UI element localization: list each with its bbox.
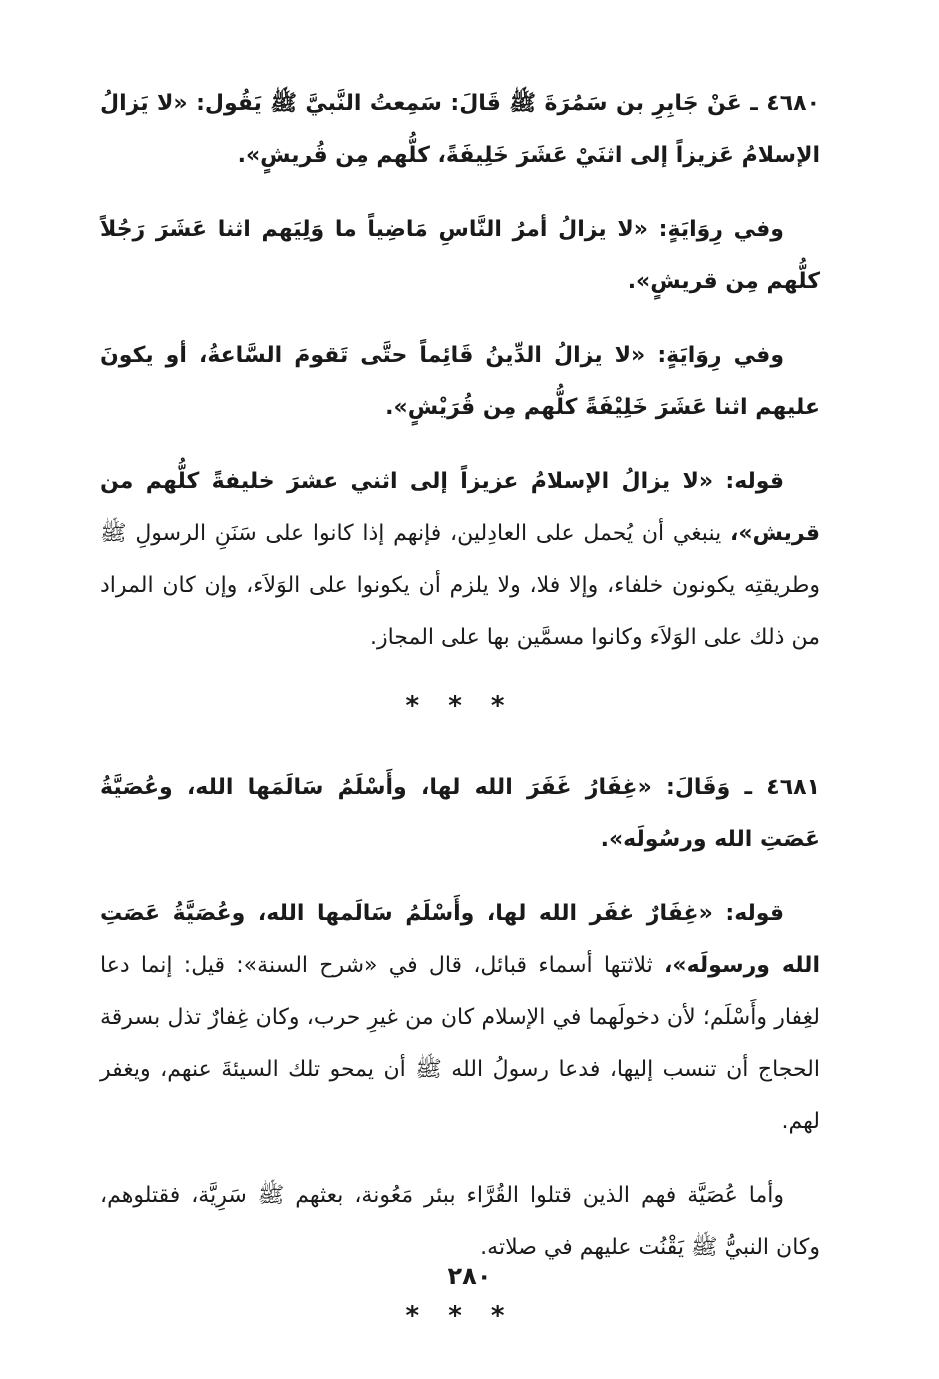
commentary-4681-usayya: وأما عُصَيَّة فهم الذين قتلوا القُرَّاء ببئر مَعُونة، بعثهم ﷺ سَرِيَّة، فقتلوهم، وكان النبيُّ ﷺ يَقْنُت عليهم في صلاته. bbox=[100, 1183, 820, 1260]
commentary-4681 bbox=[100, 888, 820, 1148]
page-number: ٢٨٠ bbox=[447, 1262, 492, 1290]
commentary-4680 bbox=[100, 456, 820, 664]
hadith-4680-variant-1: وفي رِوَايَةٍ: «لا يزالُ أمرُ النَّاسِ مَاضِياً ما وَلِيَهم اثنا عَشَرَ رَجُلاً كلُّهم مِن قريشٍ». bbox=[100, 217, 820, 294]
hadith-4681: ٤٦٨١ ـ وَقَالَ: «غِفَارُ غَفَرَ الله لها، وأَسْلَمُ سَالَمَها الله، وعُصَيَّةُ عَصَتِ الله ورسُولَه». bbox=[100, 775, 820, 852]
commentary-4680-text: ينبغي أن يُحمل على العادِلين، فإنهم إذا كانوا على سَنَنِ الرسولِ ﷺ وطريقتِه يكونون خلفاء، وإلا فلا، ولا يلزم أن يكونوا على الوَلاَء، وإن كان المراد من ذلك على الوَلاَء وكانوا مسمَّين بها على المجاز. bbox=[100, 521, 820, 650]
commentary-4680-lead: قوله: «لا يزالُ الإسلامُ عزيزاً إلى اثني عشرَ خليفةً كلُّهم من قريش»، bbox=[100, 469, 820, 546]
hadith-4680: ٤٦٨٠ ـ عَنْ جَابِرِ بن سَمُرَةَ ﷺ قَالَ: سَمِعتُ النَّبيَّ ﷺ يَقُول: «لا يَزالُ الإسلامُ عَزيزاً إلى اثنَيْ عَشَرَ خَلِيفَةً، كلُّهم مِن قُريشٍ». bbox=[100, 91, 820, 168]
page-body bbox=[100, 78, 820, 1372]
commentary-4681-text: ثلاثتها أسماء قبائل، قال في «شرح السنة»: قيل: إنما دعا لغِفار وأَسْلَم؛ لأن دخولَهما في الإسلام كان من غيرِ حرب، وكان غِفارٌ تذل بسرقة الحجاج أن تنسب إليها، فدعا رسولُ الله ﷺ أن يمحو تلك السيئةَ عنهم، ويغفر لهم. bbox=[100, 953, 820, 1134]
section-separator: * * * bbox=[405, 1301, 515, 1331]
commentary-4681-lead: قوله: «غِفَارٌ غفَر الله لها، وأَسْلَمُ سَالَمها الله، وعُصَيَّةُ عَصَتِ الله ورسولَه»، bbox=[100, 901, 820, 978]
hadith-4680-variant-2: وفي رِوَايَةٍ: «لا يزالُ الدِّينُ قَائِماً حتَّى تَقومَ السَّاعةُ، أو يكونَ عليهم اثنا عَشَرَ خَلِيْفَةً كلُّهم مِن قُرَيْشٍ». bbox=[100, 343, 820, 420]
section-separator: * * * bbox=[405, 691, 515, 721]
